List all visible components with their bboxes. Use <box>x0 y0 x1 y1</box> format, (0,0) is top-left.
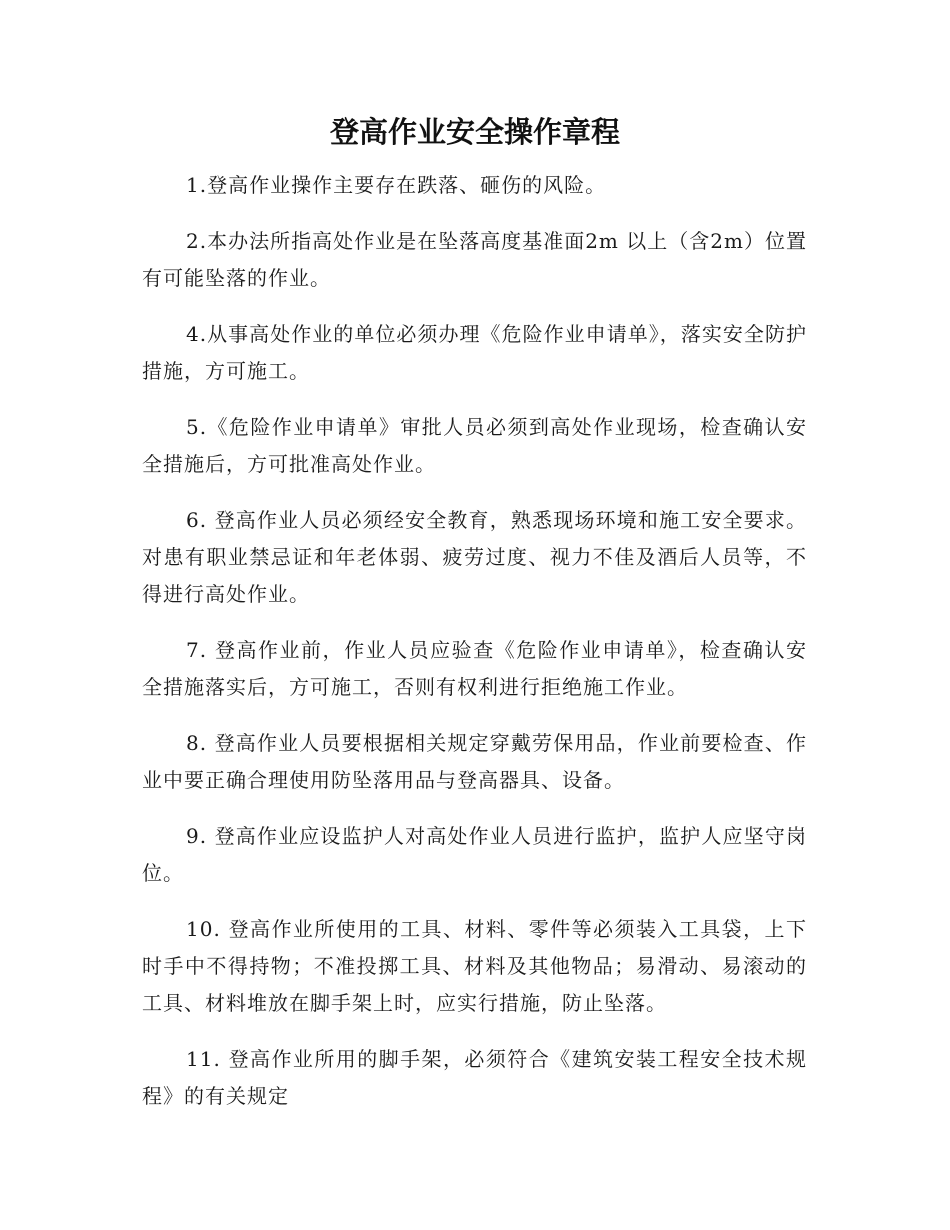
paragraph-2: 2.本办法所指高处作业是在坠落高度基准面2m 以上（含2m）位置有可能坠落的作业。 <box>142 229 807 290</box>
paragraph-10: 10. 登高作业所使用的工具、材料、零件等必须装入工具袋，上下时手中不得持物；不准投掷工具、材料及其他物品；易滑动、易滚动的工具、材料堆放在脚手架上时，应实行措施，防止坠落。 <box>142 917 807 1015</box>
paragraph-8: 8. 登高作业人员要根据相关规定穿戴劳保用品，作业前要检查、作业中要正确合理使用防坠落用品与登高器具、设备。 <box>142 731 807 792</box>
document-body <box>142 167 807 1134</box>
paragraph-5: 5.《危险作业申请单》审批人员必须到高处作业现场，检查确认安全措施后，方可批准高处作业。 <box>142 415 807 476</box>
paragraph-9: 9. 登高作业应设监护人对高处作业人员进行监护，监护人应坚守岗位。 <box>142 824 807 885</box>
paragraph-11: 11. 登高作业所用的脚手架，必须符合《建筑安装工程安全技术规程》的有关规定 <box>142 1047 807 1108</box>
paragraph-4: 4.从事高处作业的单位必须办理《危险作业申请单》，落实安全防护措施，方可施工。 <box>142 322 807 383</box>
document-title: 登高作业安全操作章程 <box>329 115 620 149</box>
paragraph-1: 1.登高作业操作主要存在跌落、砸伤的风险。 <box>186 173 607 197</box>
paragraph-6: 6. 登高作业人员必须经安全教育，熟悉现场环境和施工安全要求。对患有职业禁忌证和年老体弱、疲劳过度、视力不佳及酒后人员等，不得进行高处作业。 <box>142 508 807 606</box>
paragraph-7: 7. 登高作业前，作业人员应验查《危险作业申请单》，检查确认安全措施落实后，方可施工，否则有权利进行拒绝施工作业。 <box>142 638 807 699</box>
